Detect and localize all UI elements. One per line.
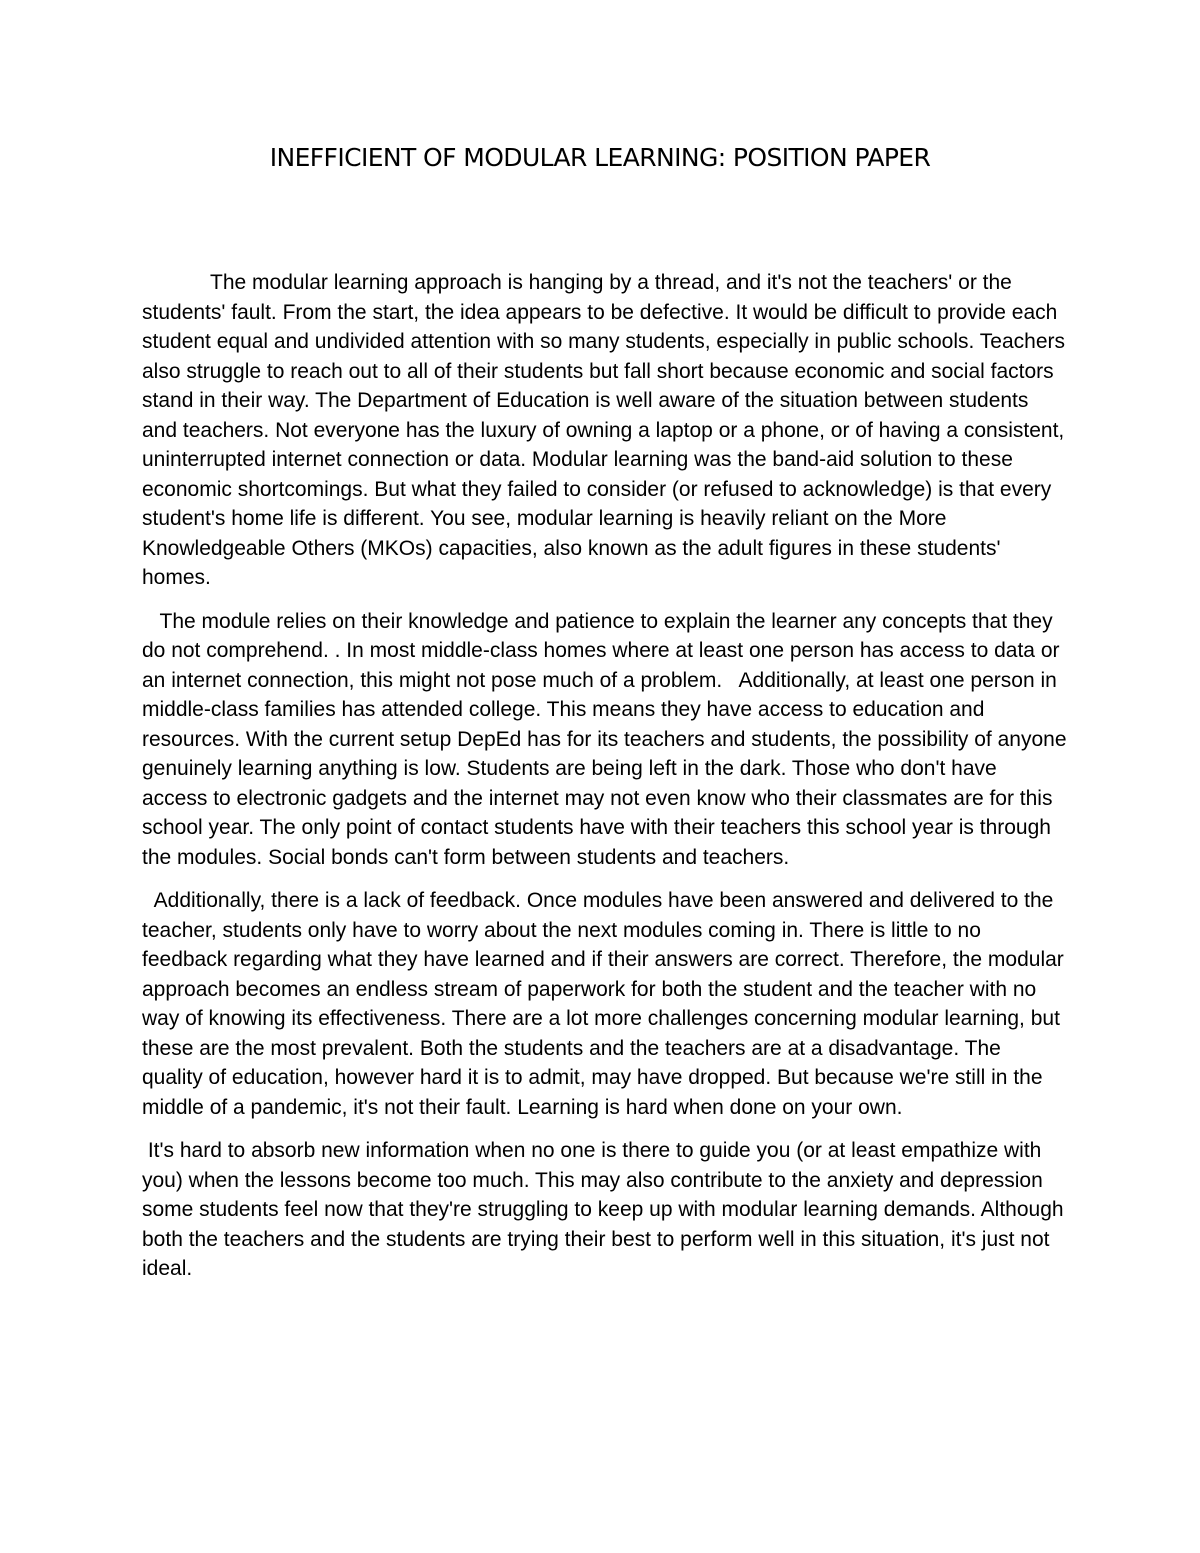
paragraph-2: The module relies on their knowledge and patience to explain the learner any concepts that they do not comprehend. . In most middle-class homes where at least one person has access to data or an internet connection, this might not pose much of a problem. Additionally, at least one person in middle-class families has attended college. This means they have access to education and resources. With the current setup DepEd has for its teachers and students, the possibility of anyone genuinely learning anything is low. Students are being left in the dark. Those who don't have access to electronic gadgets and the internet may not even know who their classmates are for this school year. The only point of contact students have with their teachers this school year is through the modules. Social bonds can't form between students and teachers.: [142, 609, 1073, 869]
document-body: [142, 268, 1073, 1298]
paragraph-3: Additionally, there is a lack of feedback. Once modules have been answered and delivered to the teacher, students only have to worry about the next modules coming in. There is little to no feedback regarding what they have learned and if their answers are correct. Therefore, the modular approach becomes an endless stream of paperwork for both the student and the teacher with no way of knowing its effectiveness. There are a lot more challenges concerning modular learning, but these are the most prevalent. Both the students and the teachers are at a disadvantage. The quality of education, however hard it is to admit, may have dropped. But because we're still in the middle of a pandemic, it's not their fault. Learning is hard when done on your own.: [142, 889, 1070, 1119]
document-title: INEFFICIENT OF MODULAR LEARNING: POSITION PAPER: [269, 143, 931, 172]
paragraph-4: It's hard to absorb new information when no one is there to guide you (or at least empathize with you) when the lessons become too much. This may also contribute to the anxiety and depression some students feel now that they're struggling to keep up with modular learning demands. Although both the teachers and the students are trying their best to perform well in this situation, it's just not ideal.: [142, 1139, 1070, 1280]
paragraph-1: The modular learning approach is hanging by a thread, and it's not the teachers' or the students' fault. From the start, the idea appears to be defective. It would be difficult to provide each student equal and undivided attention with so many students, especially in public schools. Teachers also struggle to reach out to all of their students but fall short because economic and social factors stand in their way. The Department of Education is well aware of the situation between students and teachers. Not everyone has the luxury of owning a laptop or a phone, or of having a consistent, uninterrupted internet connection or data. Modular learning was the band-aid solution to these economic shortcomings. But what they failed to consider (or refused to acknowledge) is that every student's home life is different. You see, modular learning is heavily reliant on the More Knowledgeable Others (MKOs) capacities, also known as the adult figures in these students' homes.: [142, 271, 1071, 589]
